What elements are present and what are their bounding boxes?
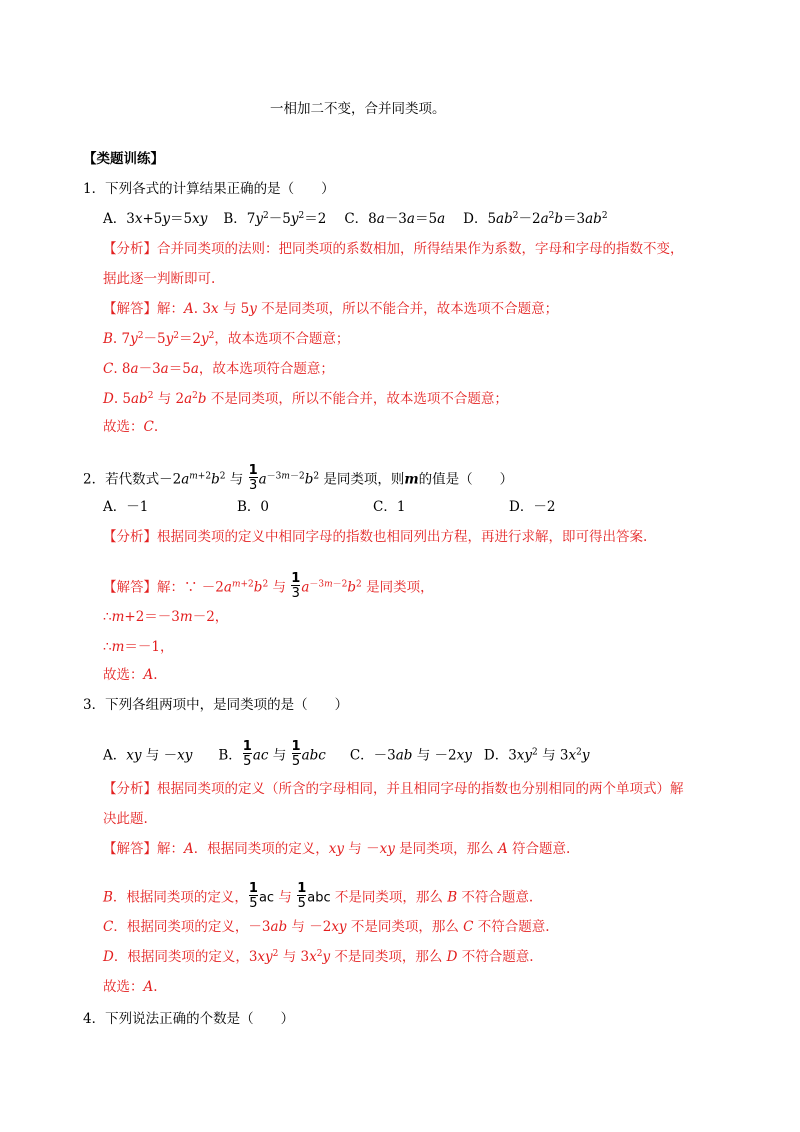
q3-answer-a: 【解答】解：A．根据同类项的定义，xy 与 －xy 是同类项，那么 A 符合题意.: [103, 841, 571, 857]
q3-options: A．xy 与 －xy B． $\frac{1}{5}$ ac 与 $\frac{1}{5}$ abc C．－3ab 与 －2xy D．$3xy^2$ 与 $3x^2y$: [103, 739, 590, 769]
q1-answer-d: D. $5ab^2$ 与 $2a^2b$ 不是同类项，所以不能合并，故本选项不合题意；: [103, 391, 508, 407]
q2-choose: 故选：A.: [103, 667, 158, 683]
q3-answer-b: B．根据同类项的定义， $\frac{1}{5}$ ac 与 $\frac{1}{5}$ abc 不是同类项，那么 B 不符合题意.: [103, 881, 534, 911]
q1-choose: 故选：C.: [103, 419, 159, 435]
q3-analysis-cont: 决此题.: [103, 811, 148, 827]
q4-stem: 4．下列说法正确的个数是（ ）: [83, 1011, 295, 1027]
q3-stem: 3．下列各组两项中，是同类项的是（ ）: [83, 697, 349, 713]
q1-answer-b: B. $7y^2-5y^2=2y^2$，故本选项不合题意；: [103, 331, 350, 347]
q3-answer-d: D．根据同类项的定义，$3xy^2$ 与 $3x^2y$ 不是同类项，那么 D 不符合题意.: [103, 949, 534, 965]
q3-answer-c: C．根据同类项的定义，－3ab 与 －2xy 不是同类项，那么 C 不符合题意.: [103, 919, 550, 935]
q3-analysis: 【分析】根据同类项的定义（所含的字母相同，并且相同字母的指数也分别相同的两个单项式）解: [103, 781, 684, 797]
q1-answer-c: C. 8a－3a＝5a，故本选项符合题意；: [103, 361, 334, 377]
q1-analysis-cont: 据此逐一判断即可.: [103, 271, 216, 287]
q2-answer: 【解答】解：∵ $-2a^{m+2}b^2$ 与 $\frac{1}{3}$ $a^{-3m-2}b^2$ 是同类项，: [103, 571, 434, 601]
q1-answer-a: 【解答】解：A. 3x 与 5y 不是同类项，所以不能合并，故本选项不合题意；: [103, 301, 559, 317]
q1-stem: 1．下列各式的计算结果正确的是（ ）: [83, 181, 335, 197]
q2-step-2: ∴m＝－1，: [103, 639, 174, 655]
q1-analysis: 【分析】合并同类项的法则：把同类项的系数相加，所得结果作为系数，字母和字母的指数不变，: [103, 241, 684, 257]
q1-options: A．3x+5y＝5xy B．$7y^2-5y^2=2$ C．8a－3a＝5a D．$5ab^2-2a^2b=3ab^2$: [103, 211, 608, 227]
q2-analysis: 【分析】根据同类项的定义中相同字母的指数也相同列出方程，再进行求解，即可得出答案.: [103, 529, 648, 545]
q2-option-d: D．－2: [509, 499, 556, 515]
q2-option-b: B．0: [237, 499, 270, 515]
q3-choose: 故选：A.: [103, 979, 158, 995]
q2-step-1: ∴m+2＝－3m－2，: [103, 609, 229, 625]
q2-stem: 2．若代数式$-2a^{m+2}b^2$ 与 $\frac{1}{3}$ $a^{-3m-2}b^2$ 是同类项，则m的值是（ ）: [83, 463, 514, 493]
section-title: 【类题训练】: [83, 151, 164, 167]
q2-option-c: C．1: [373, 499, 406, 515]
q2-option-a: A．－1: [103, 499, 149, 515]
intro-line: 一相加二不变，合并同类项。: [270, 101, 446, 117]
